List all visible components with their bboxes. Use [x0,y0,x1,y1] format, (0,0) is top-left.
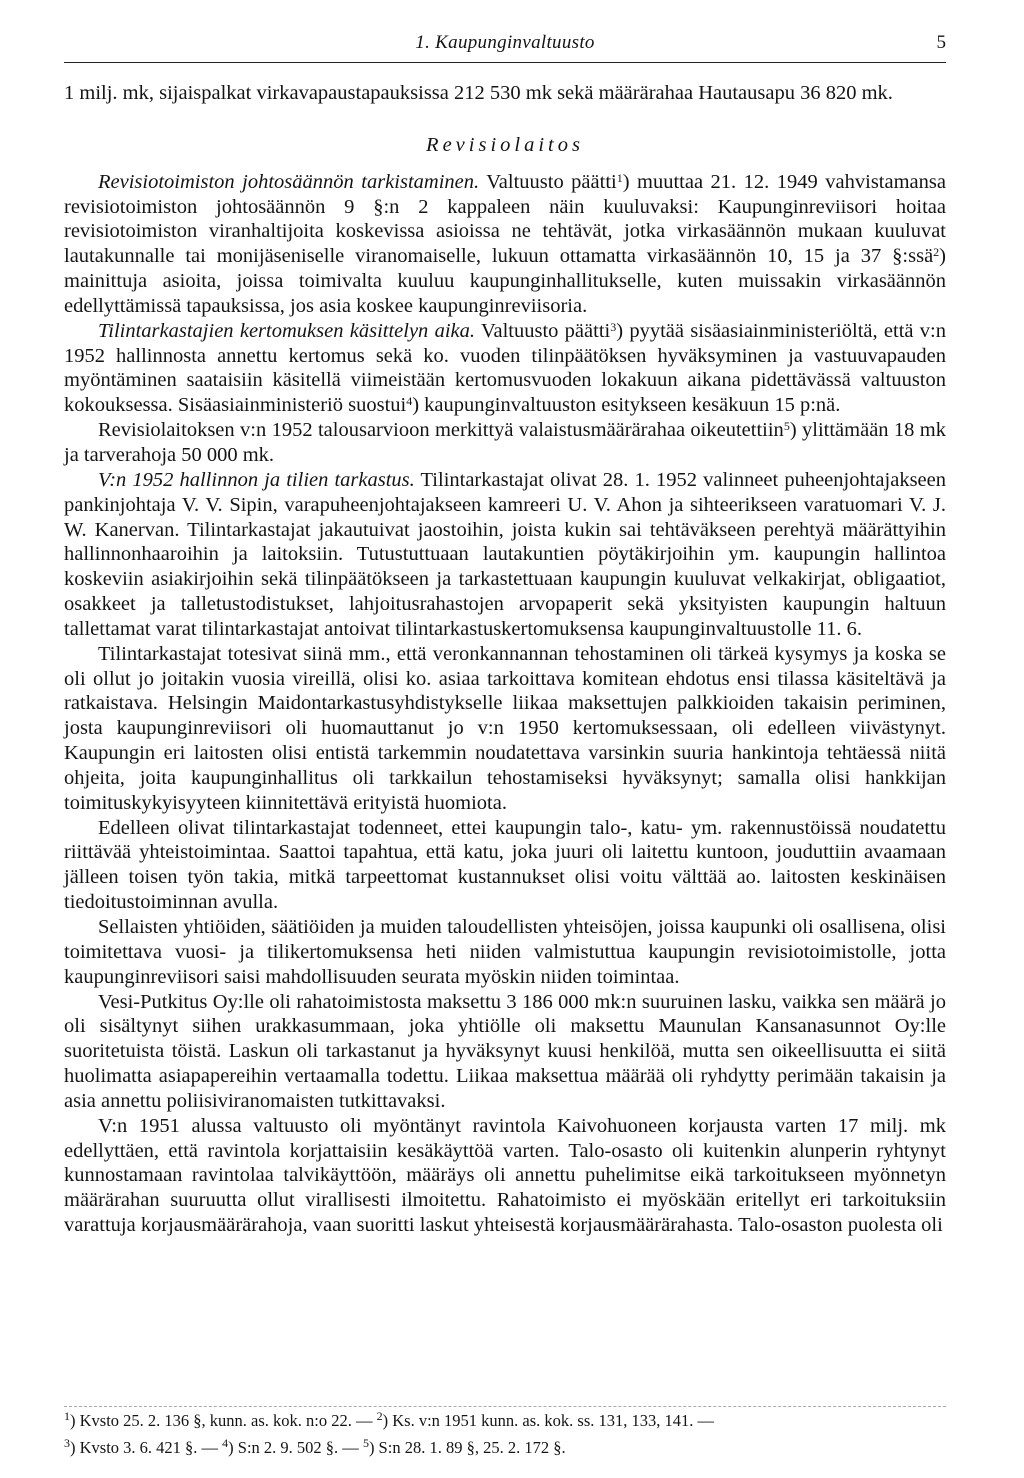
page-number: 5 [936,32,946,53]
footnote-marker: 5 [362,1436,369,1450]
paragraph-text: Valtuusto päätti [475,319,611,342]
footnote-ref: 2 [933,245,940,260]
paragraph-kertomus [64,319,946,418]
footnotes [64,1406,946,1461]
footnote-marker: 1 [64,1409,70,1423]
paragraph-heading: Tilintarkastajien kertomuksen käsittelyn aika. [98,319,476,342]
paragraph-tarkastus [64,468,946,642]
footnote-marker: 4 [222,1436,229,1450]
running-title: 1. Kaupunginvaltuusto [415,32,595,53]
paragraph-text: Edelleen olivat tilintarkastajat todenneet, ettei kaupungin talo-, katu- ym. rakennustöissä noudatettu riittävää yhteistoimintaa. Saattoi tapahtua, että katu, joka juuri oli laitettu kuntoon, jouduttiin avaamaan jälleen toisen työn takia, mitkä tarpeettomat kustannukset olisi voitu välttää ao. laitosten keskinäisen tiedoitustoiminnan avulla. [64,816,946,914]
paragraph-text: ) kaupunginvaltuuston esitykseen kesäkuun 15 p:nä. [412,394,841,417]
footnote-ref: 1 [616,170,623,185]
section-title: Revisiolaitos [426,133,584,156]
paragraph-text: Revisiolaitoksen v:n 1952 talousarvioon merkittyä valaistusmäärärahaa oikeutettiin [98,419,784,442]
intro-paragraph: 1 milj. mk, sijaispalkat virkavapaustapauksissa 212 530 mk sekä määrärahaa Hautausapu 36 820 mk. [64,82,893,104]
paragraph-text: ) muuttaa 21. 12. 1949 vahvistamansa revisiotoimiston johtosäännön 9 §:n 2 kappaleen näin kuuluvaksi: Kaupunginreviisori hoitaa revisiotoimiston viranhaltijoita koskevissa asioissa ne tehtävät, jotka virkasäännön mukaan kuuluvat lautakunnalle tai monijäseniselle viranomaiselle, lukuun ottamatta virkasäännön 10, 15 ja 37 §:ssä [64,170,946,268]
footnote-marker: 3 [64,1436,70,1450]
paragraph-revisiotoimisto [64,170,946,319]
paragraph-text: Tilintarkastajat totesivat siinä mm., että veronkannannan tehostaminen oli tärkeä kysymys ja koska se oli ollut jo joitakin vuosia vireillä, olisi ko. asiaa tarkoittava komitean ehdotus ensi tilassa käsiteltävä ja ratkaistava. Helsingin Maidontarkastusyhdistykselle liikaa maksettujen palkkioiden takaisin periminen, josta kaupunginreviisori oli huomauttanut jo v:n 1950 kertomuksessaan, oli edelleen viivästynyt. Kaupungin eri laitosten olisi entistä tarkemmin noudatettava varsinkin suuria hankintoja tehtäessä niitä ohjeita, joita kaupunginhallitus oli tarkkailun tehostamiseksi hyväksynyt; samalla olisi hankkijan toimituskykyisyyteen kiinnitettävä erityistä huomiota. [64,642,946,814]
footnote-ref: 5 [783,419,790,434]
footnote-line [64,1407,946,1434]
footnote-line [64,1434,946,1461]
paragraph-text: ) mainittuja asioita, joissa toimivalta kuuluu kaupunginhallitukselle, kuten muissakin virkasäännön edellyttämissä tapauksissa, jos asia koskee kaupunginreviisoria. [64,245,946,317]
footnote-ref: 4 [406,394,413,409]
running-header [64,30,946,63]
footnote-ref: 3 [610,319,617,334]
footnote-text: ) S:n 28. 1. 89 §, 25. 2. 172 §. [368,1438,566,1457]
footnote-text: ) Ks. v:n 1951 kunn. as. kok. ss. 131, 133, 141. — [382,1411,715,1430]
footnote-text: ) Kvsto 3. 6. 421 §. — [70,1438,223,1457]
paragraph-valaistus [64,418,946,468]
footnote-text: ) S:n 2. 9. 502 §. — [228,1438,363,1457]
paragraph-text: ) pyytää sisäasiainministeriöltä, että v:n 1952 hallinnosta annettu kertomus sekä ko. vuoden tilinpäätöksen hyväksyminen ja vastuuvapauden myöntäminen saataisiin käsitellä viimeistään kertomusvuoden lokakuun aikana pidettävässä valtuuston kokouksessa. Sisäasiainministeriö suostui [64,319,946,417]
paragraph-text: Valtuusto päätti [479,170,617,193]
paragraph-text: Sellaisten yhtiöiden, säätiöiden ja muiden taloudellisten yhteisöjen, joissa kaupunki oli osallisena, olisi toimitettava vuosi- ja tilikertomuksensa heti niiden valmistuttua kaupungin revisiotoimistolle, jotta kaupunginreviisori saisi mahdollisuuden seurata myöskin niiden toimintaa. [64,916,946,988]
page [64,30,946,1238]
paragraph-text: ) ylittämään 18 mk ja tarverahoja 50 000 mk. [64,419,946,466]
paragraph-text: Tilintarkastajat olivat 28. 1. 1952 valinneet puheenjohtajakseen pankinjohtaja V. V. Sipin, varapuheenjohtajakseen kamreeri U. V. Ahon ja sihteerikseen varatuomari V. J. W. Kanervan. Tilintarkastajat jakautuivat jaostoihin, joista kukin sai tehtäväkseen perehtyä määrättyihin hallinnonhaaroihin ja laitoksiin. Tutustuttuaan lautakuntien pöytäkirjoihin ym. kaupungin hallintoa koskeviin asiakirjoihin sekä tilinpäätökseen ja tarkastettuaan kaupungin kuuluvat velkakirjat, obligaatiot, osakkeet ja talletustodistukset, lahjoitusrahastojen arvopaperit sekä yksityisten kaupungin haltuun tallettamat varat tilintarkastajat antoivat tilintarkastuskertomuksensa kaupunginvaltuustolle 11. 6. [64,468,946,640]
footnote-text: ) Kvsto 25. 2. 136 §, kunn. as. kok. n:o 22. — [70,1411,377,1430]
body-text [64,81,946,1238]
paragraph-heading: V:n 1952 hallinnon ja tilien tarkastus. [98,468,415,491]
paragraph-text: V:n 1951 alussa valtuusto oli myöntänyt ravintola Kaivohuoneen korjausta varten 17 milj. mk edellyttäen, että ravintola korjattaisiin kesäkäyttöä varten. Talo-osasto oli kuitenkin alunperin ryhtynyt kunnostamaan ravintolaa talvikäyttöön, määräys oli annettu puhelimitse eikä tarkoitukseen myönnetyn määrärahan suuruutta ollut virallisesti ilmoitettu. Rahatoimisto ei myöskään eritellyt eri tarkoituksiin varattuja korjausmäärärahoja, vaan suoritti laskut yhteisestä korjausmäärärahasta. Talo-osaston puolesta oli [64,1114,946,1237]
paragraph-heading: Revisiotoimiston johtosäännön tarkistaminen. [98,170,480,193]
paragraph-text: Vesi-Putkitus Oy:lle oli rahatoimistosta maksettu 3 186 000 mk:n suuruinen lasku, vaikka sen määrä jo oli sisältynyt siihen urakkasummaan, joka yhtiölle oli maksettu Maunulan Kansanasunnot Oy:lle suoritetuista töistä. Laskun oli tarkastanut ja hyväksynyt kuusi henkilöä, mutta sen oikeellisuutta ei siitä huolimatta asiapapereihin vertaamalla todettu. Liikaa maksettua määrää oli ryhdytty perimään takaisin ja asia annettu poliisiviranomaisten tutkittavaksi. [64,990,946,1112]
footnote-marker: 2 [376,1409,383,1423]
